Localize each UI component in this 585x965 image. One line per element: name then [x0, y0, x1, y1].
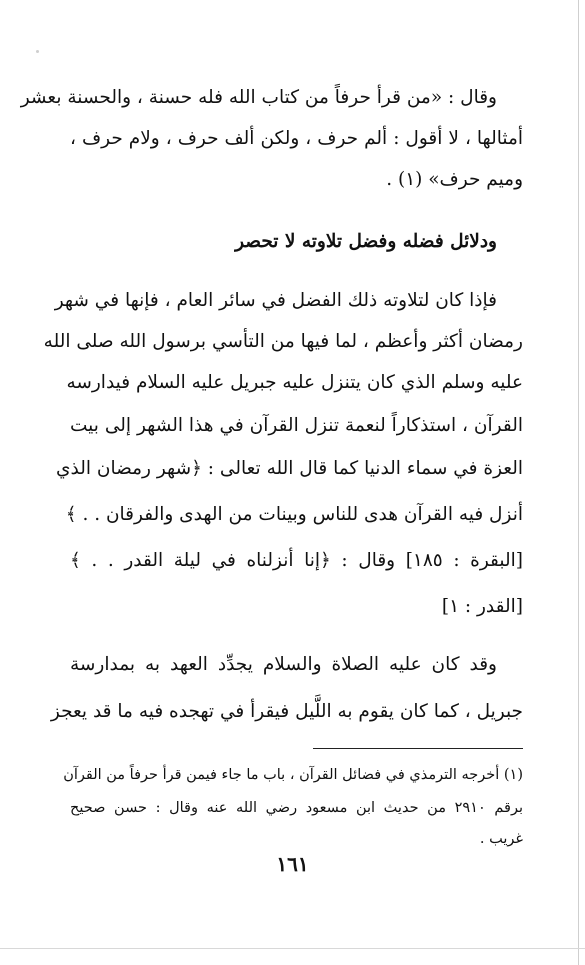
body-line-8: القرآن ، استذكاراً لنعمة تنزل القرآن في هذا الشهر إلى بيت: [70, 415, 523, 436]
page-number: ١٦١: [276, 852, 309, 876]
body-line-5: فإذا كان لتلاوته ذلك الفضل في سائر العام ، فإنها في شهر: [54, 290, 497, 311]
body-line-7: عليه وسلم الذي كان يتنزل عليه جبريل عليه السلام فيدارسه: [66, 372, 523, 393]
body-line-3: وميم حرف» (١) .: [386, 169, 523, 190]
page-edge-line: [578, 0, 579, 965]
section-heading: ودلائل فضله وفضل تلاوته لا تحصر: [235, 231, 497, 252]
footnote-line-2: برقم ٢٩١٠ من حديث ابن مسعود رضي الله عنه وقال : حسن صحيح: [70, 800, 523, 816]
body-line-6: رمضان أكثر وأعظم ، لما فيها من التأسي برسول الله صلى الله: [43, 331, 523, 352]
body-line-13: وقد كان عليه الصلاة والسلام يجدِّد العهد به بمدارسة: [70, 654, 497, 675]
footnote-separator: [313, 748, 523, 749]
body-line-12: [القدر : ١]: [441, 596, 523, 617]
body-line-2: أمثالها ، لا أقول : ألم حرف ، ولكن ألف حرف ، ولام حرف ،: [70, 128, 523, 149]
page-bottom-edge: [0, 948, 585, 949]
scan-speck: [36, 50, 39, 53]
footnote-line-1: (١) أخرجه الترمذي في فضائل القرآن ، باب ما جاء فيمن قرأ حرفاً من القرآن: [63, 767, 523, 783]
body-line-1: وقال : «من قرأ حرفاً من كتاب الله فله حسنة ، والحسنة بعشر: [20, 87, 497, 108]
footnote-line-3: غريب .: [479, 831, 523, 847]
body-line-11: [البقرة : ١٨٥] وقال : ﴿إنا أنزلناه في ليلة القدر . . ﴾: [70, 550, 523, 571]
body-line-9: العزة في سماء الدنيا كما قال الله تعالى : ﴿شهر رمضان الذي: [56, 458, 523, 479]
body-line-14: جبريل ، كما كان يقوم به اللَّيل فيقرأ في تهجده فيه ما قد يعجز: [50, 701, 523, 722]
body-line-10: أنزل فيه القرآن هدى للناس وبينات من الهدى والفرقان . . ﴾: [65, 504, 523, 525]
